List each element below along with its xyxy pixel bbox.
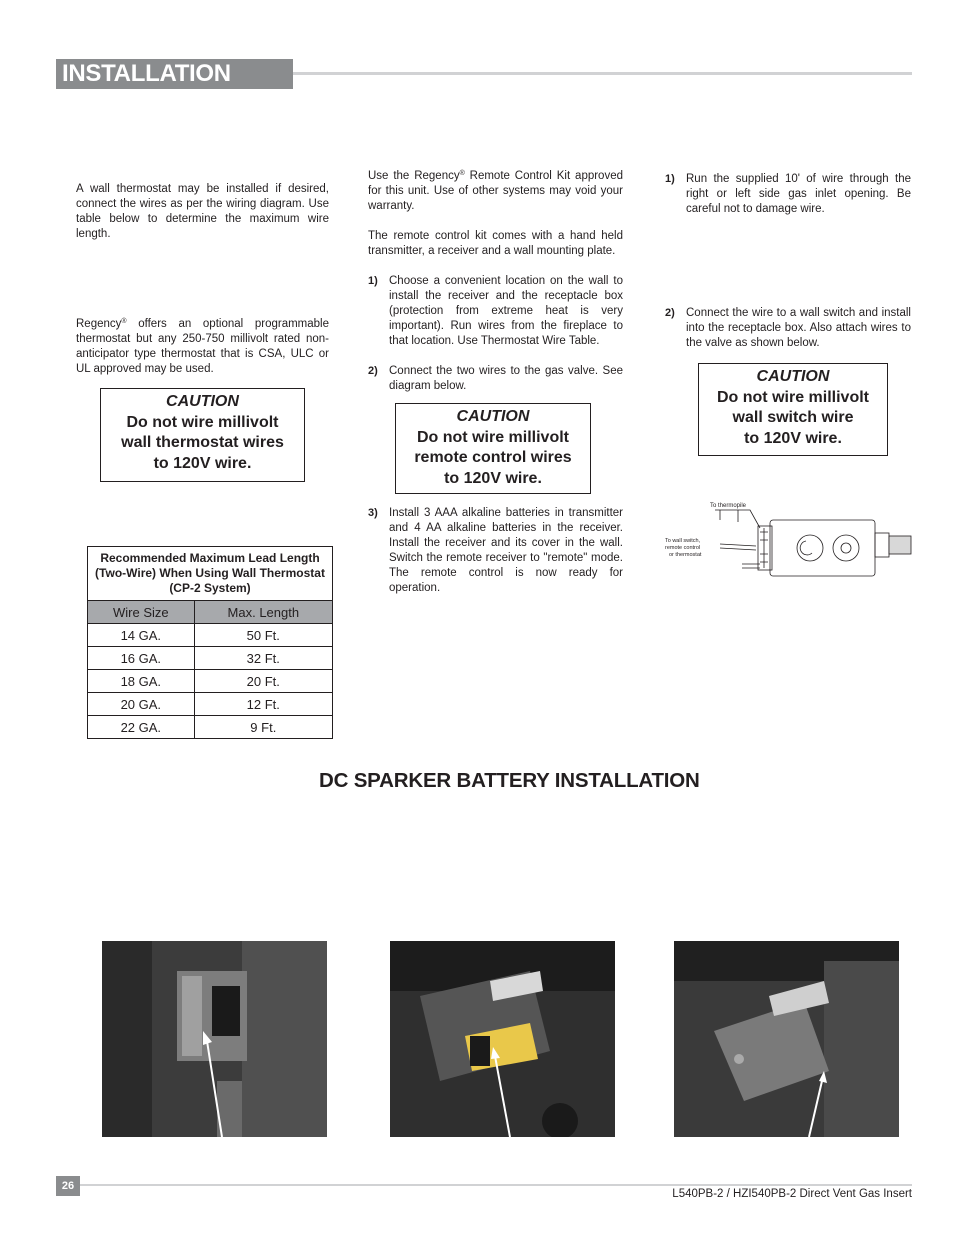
table-cell: 16 GA. — [88, 647, 195, 670]
caution-box-remote — [395, 403, 591, 494]
caution-line: wall thermostat wires — [121, 434, 284, 451]
caution-line: wall switch wire — [732, 409, 854, 426]
footer-doc-title: L540PB-2 / HZI540PB-2 Direct Vent Gas Insert — [672, 1188, 912, 1200]
diagram-label-thermopile: To thermopile — [710, 503, 747, 509]
thermostat-note-text: offers an optional programmable thermostat but any 250-750 millivolt rated non-anticipator type thermostat that is CSA, ULC or UL approved may be used. — [76, 318, 329, 375]
registered-mark: ® — [121, 318, 127, 325]
step-number: 1) — [665, 173, 675, 185]
table-cell: 20 Ft. — [194, 670, 332, 693]
caution-title: CAUTION — [756, 368, 830, 385]
brand-name: Regency — [76, 318, 122, 330]
caution-line: Do not wire millivolt — [416, 428, 569, 446]
caution-box-thermostat — [100, 388, 305, 482]
table-cell: 32 Ft. — [194, 647, 332, 670]
footer-rule — [80, 1184, 912, 1186]
page-number: 26 — [56, 1176, 80, 1196]
table-cell: 18 GA. — [88, 670, 195, 693]
registered-mark: ® — [459, 170, 465, 177]
table-cell: 50 Ft. — [194, 624, 332, 647]
table-row — [88, 670, 333, 693]
table-cell: 22 GA. — [88, 716, 195, 739]
thermostat-intro: A wall thermostat may be installed if desired, connect the wires as per the wiring diagram. Use table below to determine the maximum wire length. — [76, 183, 329, 240]
remote-step-1: Choose a convenient location on the wall to install the receiver and the receptacle box (protection from extreme heat is very important). Run wires from the fireplace to that location. Use Thermostat Wire Table. — [389, 275, 623, 347]
caution-line: to 120V wire. — [153, 454, 252, 472]
caution-line: remote control wires — [414, 449, 572, 466]
caution-line: to 120V wire. — [744, 429, 842, 447]
remote-intro-text: Remote Control Kit approved for this unit. Use of other systems may void your warranty. — [368, 170, 623, 212]
table-row — [88, 693, 333, 716]
caution-title: CAUTION — [166, 393, 239, 410]
table-cell: 20 GA. — [88, 693, 195, 716]
caution-line: to 120V wire. — [444, 469, 542, 487]
table-header-max-length: Max. Length — [194, 601, 332, 624]
valve-wiring-diagram — [660, 498, 914, 590]
table-cell: 12 Ft. — [194, 693, 332, 716]
step-number: 3) — [368, 507, 378, 519]
table-header-wire-size: Wire Size — [88, 601, 195, 624]
photo-sparker-bracket — [102, 941, 327, 1137]
photo-sparker-covered — [674, 941, 899, 1137]
table-row — [88, 716, 333, 739]
diagram-label-switch: To wall switch, — [665, 538, 701, 544]
table-cell: 14 GA. — [88, 624, 195, 647]
switch-step-1: Run the supplied 10' of wire through the right or left side gas inlet opening. Be careful not to damage wire. — [686, 173, 911, 215]
thermostat-note — [76, 317, 329, 377]
page-title: INSTALLATION — [62, 60, 231, 87]
table-row — [88, 647, 333, 670]
caution-line: Do not wire millivolt — [126, 413, 279, 431]
caution-box-switch — [698, 363, 888, 456]
remote-intro-text: Use the Regency — [368, 170, 460, 182]
step-number: 2) — [368, 365, 378, 377]
remote-intro — [368, 169, 623, 214]
photo-sparker-battery — [390, 941, 615, 1137]
lead-length-table — [87, 546, 333, 739]
remote-kit-contents: The remote control kit comes with a hand held transmitter, a receiver and a wall mounting plate. — [368, 230, 623, 257]
diagram-label-switch: remote control — [665, 545, 701, 551]
remote-step-3: Install 3 AAA alkaline batteries in transmitter and 4 AA alkaline batteries in the receiver. Install the receiver and its cover in the wall. Switch the remote receiver to "remote" mode. The remote control is now ready for operation. — [389, 507, 623, 594]
table-row — [88, 624, 333, 647]
table-title: Recommended Maximum Lead Length (Two-Wire) When Using Wall Thermostat (CP-2 System) — [88, 547, 333, 601]
remote-step-2: Connect the two wires to the gas valve. See diagram below. — [389, 365, 623, 392]
switch-step-2: Connect the wire to a wall switch and install into the receptacle box. Also attach wires to the valve as shown below. — [686, 307, 911, 349]
diagram-label-switch: or thermostat — [669, 552, 702, 558]
caution-line: Do not wire millivolt — [716, 388, 869, 406]
caution-title: CAUTION — [456, 408, 530, 425]
step-number: 1) — [368, 275, 378, 287]
table-cell: 9 Ft. — [194, 716, 332, 739]
header-rule — [293, 72, 912, 75]
section-title: DC SPARKER BATTERY INSTALLATION — [319, 769, 700, 792]
step-number: 2) — [665, 307, 675, 319]
